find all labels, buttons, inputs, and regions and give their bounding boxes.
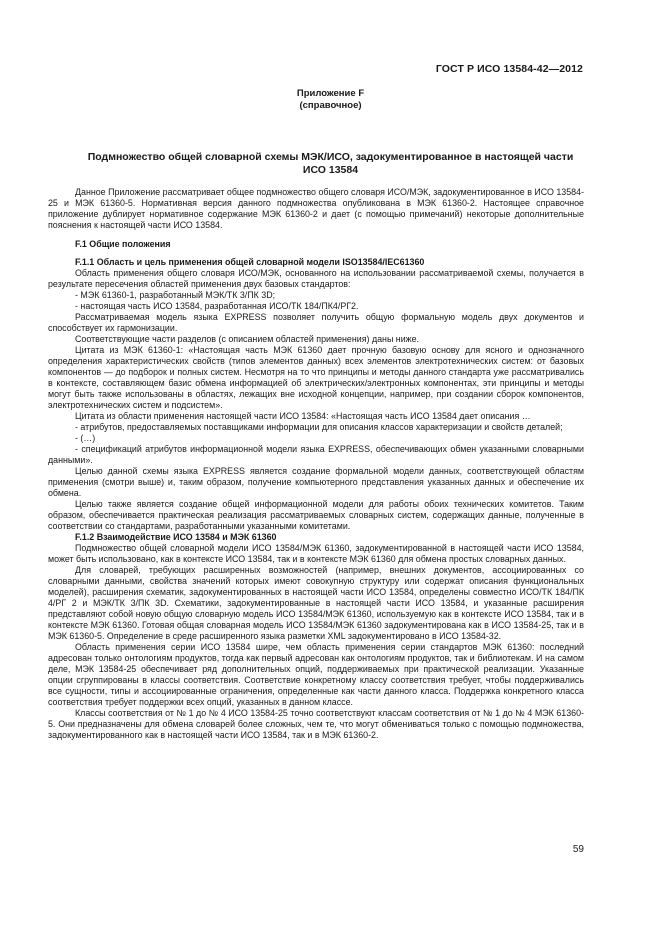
list-item: - настоящая часть ИСО 13584, разработанная ИСО/ТК 184/ПК4/РГ2.: [75, 301, 359, 311]
section-heading-f1: F.1 Общие положения: [75, 239, 171, 249]
paragraph: Подмножество общей словарной модели ИСО 13584/МЭК 61360, задокументированной в настоящей части ИСО 13584, может быть использовано, как в контексте ИСО 13584, так и в контексте МЭК 61360 для обмена простых словарных данных.: [48, 543, 584, 564]
paragraph: Для словарей, требующих расширенных возможностей (например, внешних документов, ассоциированных со словарными данными, свойства значений которых имеют совокупную структуру или содержат описания функциональных моделей), расширения схематик, задокументированных в настоящей части ИСО 13584, определены совместно ИСО/ТК 184/ПК 4/РГ 2 и МЭК/ТК 3/ПК 3D. Схематики, задокументированные в настоящей части ИСО 13584, и указанные расширения представляют собой новую общую словарную модель ИСО 13584/МЭК 61360, используемую как в контексте ИСО 13584, так и в контексте МЭК 61360. Готовая общая словарная модель ИСО 13584/МЭК 61360 задокументирована как в ИСО 13584-25, так и в МЭК 61360-5. Определение в среде расширенного языка разметки XML задокументировано в ИСО 13584-32.: [48, 565, 584, 641]
paragraph: Целью также является создание общей информационной модели для работы обоих технических комитетов. Таким образом, обеспечивается практическая реализация рассматриваемых словарных систем, содержащих данные, полученные в соответствии со стандартами, разработанными указанными комитетами.: [48, 499, 584, 531]
paragraph: Соответствующие части разделов (с описанием областей применения) даны ниже.: [75, 334, 419, 344]
page-number: 59: [572, 844, 584, 855]
section-heading-f11: F.1.1 Область и цель применения общей словарной модели ISO13584/IEC61360: [75, 257, 425, 267]
list-item: - атрибутов, предоставляемых поставщиками информации для описания классов характеризации и свойств деталей;: [75, 422, 563, 432]
appendix-heading: [0, 88, 661, 112]
paragraph: Рассматриваемая модель языка EXPRESS позволяет получить общую формальную модель двух документов и способствует их гармонизации.: [48, 312, 584, 333]
page-title: [40, 151, 621, 177]
section-heading-f12: F.1.2 Взаимодействие ИСО 13584 и МЭК 61360: [75, 532, 277, 542]
list-item: - (…): [75, 433, 96, 443]
intro-paragraph: Данное Приложение рассматривает общее подмножество общего словаря ИСО/МЭК, задокументированное в ИСО 13584-25 и МЭК 61360-5. Нормативная версия данного подмножества опубликована в МЭК 61360-2. Настоящее справочное приложение дублирует нормативное содержание МЭК 61360-2 и дает (с помощью примечаний) некоторые дополнительные пояснения к настоящей части ИСО 13584.: [48, 187, 584, 230]
document-body: [48, 187, 584, 741]
paragraph: Цитата из области применения настоящей части ИСО 13584: «Настоящая часть ИСО 13584 дает описания …: [75, 411, 531, 421]
list-item: - МЭК 61360-1, разработанный МЭК/ТК 3/ПК 3D;: [75, 290, 276, 300]
paragraph: Классы соответствия от № 1 до № 4 ИСО 13584-25 точно соответствуют классам соответствия от № 1 до № 4 МЭК 61360-5. Они предназначены для обмена словарей более сложных, чем те, что могут обмениваться только с помощью подмножества, задокументированного как в настоящей части ИСО 13584, так и в МЭК 61360-2.: [48, 708, 584, 740]
title-line-1: Подмножество общей словарной схемы МЭК/ИСО, задокументированное в настоящей части: [87, 151, 574, 163]
paragraph: Целью данной схемы языка EXPRESS является создание формальной модели данных, соответствующей областям применения (смотри выше) и, таким образом, получение компьютерного представления указанных данных и обеспечение их обмена.: [48, 466, 584, 498]
paragraph: Область применения серии ИСО 13584 шире, чем область применения серии стандартов МЭК 61360: последний адресован только онтологиям продуктов, тогда как первый адресован как онтологиям продуктов, так и библиотекам. И на самом деле, МЭК 13584-25 обеспечивает ряд дополнительных опций, поддерживаемых при практической реализации. Указанные опции сгруппированы в классы соответствия. Соответствие конкретному классу соответствия требует, чтобы поддерживались все сущности, типы и ассоциированные ограничения, определенные как части данного класса. Поддержка конкретного класса соответствия требует поддержки всех опций, указанных в данном классе.: [48, 642, 584, 707]
title-line-2: ИСО 13584: [302, 164, 359, 176]
appendix-label: Приложение F: [296, 88, 365, 99]
document-id-header: ГОСТ Р ИСО 13584-42—2012: [435, 63, 583, 75]
quote-paragraph: Цитата из МЭК 61360-1: «Настоящая часть МЭК 61360 дает прочную базовую основу для ясного и однозначного определения характеристических свойств (типов элементов данных) всех элементов электротехнических систем: от базовых компонентов — до подборок и полных систем. Несмотря на то что принципы и методы данного стандарта уже рассматривались в контексте, составляющем базис обмена информацией об электрических/электронных компонентах, эти принципы и методы могут быть также использованы в областях, лежащих вне исходной концепции, например, при создании сборок компонентов, электротехнических систем и подсистем».: [48, 345, 584, 410]
appendix-note: (справочное): [299, 100, 362, 111]
list-item: - спецификаций атрибутов информационной модели языка EXPRESS, обеспечивающих обмен указанными словарными данными».: [48, 444, 584, 465]
paragraph: Область применения общего словаря ИСО/МЭК, основанного на использовании рассматриваемой схемы, получается в результате пересечения областей применения двух базовых стандартов:: [48, 268, 584, 289]
